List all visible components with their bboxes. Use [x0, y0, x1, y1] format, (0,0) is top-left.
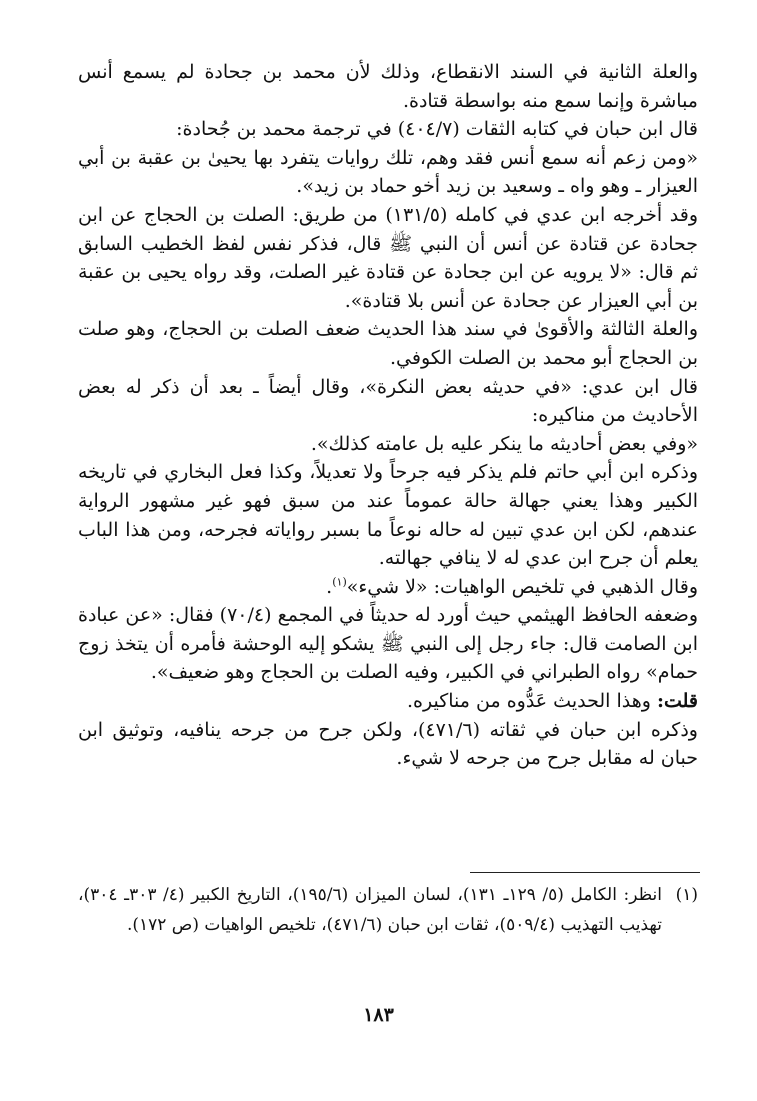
paragraph-ibn-hibban-quote-intro: قال ابن حبان في كتابه الثقات (٤٠٤/٧) في ترجمة محمد بن جُحادة:	[176, 118, 698, 141]
paragraph-ibn-adi-saying: قال ابن عدي: «في حديثه بعض النكرة»، وقال أيضاً ـ بعد أن ذكر له بعض الأحاديث من مناكيره:	[78, 375, 698, 427]
main-text-body	[78, 58, 698, 773]
footnote-item	[78, 880, 698, 940]
footnote-text: انظر: الكامل (٥/ ١٢٩ـ ١٣١)، لسان الميزان (١٩٥/٦)، التاريخ الكبير (٤/ ٣٠٣ـ ٣٠٤)، تهذيب التهذيب (٥٠٩/٤)، ثقات ابن حبان (٤٧١/٦)، تلخيص الواهيات (ص ١٧٢).	[78, 885, 662, 935]
qult-label: قلت:	[656, 690, 698, 713]
qult-text: وهذا الحديث عَدُّوه من مناكيره.	[407, 690, 657, 713]
paragraph-ibn-abi-hatim: وذكره ابن أبي حاتم فلم يذكر فيه جرحاً ولا تعديلاً، وكذا فعل البخاري في تاريخه الكبير وهذا يعني جهالة حالة عموماً عند من سبق فهو غير مشهور الرواية عندهم، لكن ابن عدي تبين له حاله نوعاً ما بسبر رواياته فجرحه، ومن هذا الباب يعلم أن جرح ابن عدي له لا ينافي جهالته.	[78, 461, 698, 570]
paragraph-qult	[78, 687, 698, 716]
footnote-reference: (١)	[332, 575, 347, 589]
page-number: ١٨٣	[363, 1004, 394, 1026]
paragraph-ibn-hibban-thiqat: وذكره ابن حبان في ثقاته (٤٧١/٦)، ولكن جرح من جرحه ينافيه، وتوثيق ابن حبان له مقابل جرح من جرحه لا شيء.	[78, 718, 698, 770]
paragraph-ibn-hibban-quote: «ومن زعم أنه سمع أنس فقد وهم، تلك روايات يتفرد بها يحيىٰ بن عقبة بن أبي العيزار ـ وهو واه ـ وسعيد بن زيد أخو حماد بن زيد».	[78, 146, 698, 198]
paragraph-second-defect: والعلة الثانية في السند الانقطاع، وذلك لأن محمد بن جحادة لم يسمع أنس مباشرة وإنما سمع منه بواسطة قتادة.	[78, 61, 698, 112]
footnotes-section	[78, 880, 698, 940]
paragraph-dhahabi	[78, 573, 698, 602]
paragraph-third-defect: والعلة الثالثة والأقوىٰ في سند هذا الحديث ضعف الصلت بن الحجاج، وهو صلت بن الحجاج أبو محمد بن الصلت الكوفي.	[78, 318, 698, 369]
paragraph-ibn-adi-quote: «وفي بعض أحاديثه ما ينكر عليه بل عامته كذلك».	[310, 432, 698, 455]
dhahabi-end: .	[326, 575, 333, 598]
paragraph-ibn-adi-kamil: وقد أخرجه ابن عدي في كامله (١٣١/٥) من طريق: الصلت بن الحجاج عن ابن جحادة عن قتادة عن أنس أن النبي ﷺ قال، فذكر نفس لفظ الخطيب السابق ثم قال: «لا يرويه عن ابن جحادة عن قتادة غير الصلت، وقد رواه يحيى بن عقبة بن أبي العيزار عن جحادة عن أنس بلا قتادة».	[78, 203, 698, 312]
paragraph-haythami: وضعفه الحافظ الهيثمي حيث أورد له حديثاً في المجمع (٧٠/٤) فقال: «عن عبادة ابن الصامت قال: جاء رجل إلى النبي ﷺ يشكو إليه الوحشة فأمره أن يتخذ زوج حمام» رواه الطبراني في الكبير، وفيه الصلت بن الحجاج وهو ضعيف».	[78, 604, 698, 684]
dhahabi-text: وقال الذهبي في تلخيص الواهيات: «لا شيء»	[346, 575, 698, 598]
footnote-number: (١)	[675, 885, 698, 905]
footnote-separator	[470, 872, 700, 873]
